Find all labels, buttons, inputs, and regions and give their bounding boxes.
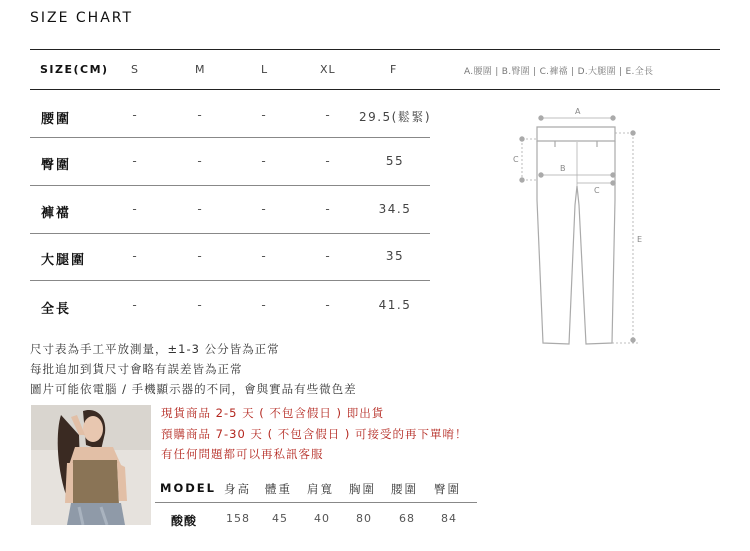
size-header-s: S [131,63,139,76]
size-header-l: L [261,63,269,76]
note-line: 尺寸表為手工平放測量，±1-3 公分皆為正常 [30,342,280,356]
model-photo [31,405,151,525]
table-cell: - [132,154,138,168]
model-value-chest: 80 [356,512,372,525]
model-header-shoulder: 肩寬 [307,482,334,496]
model-header-height: 身高 [224,482,251,496]
shipping-note: 現貨商品 2-5 天 ( 不包含假日 ) 即出貨 [161,406,385,420]
shipping-note: 有任何問題都可以再私訊客服 [161,447,324,461]
table-cell: - [325,154,331,168]
row-label-rise: 褲襠 [41,206,72,221]
table-cell-f: 41.5 [378,298,412,312]
table-cell: - [197,202,203,216]
size-header-f: F [390,63,398,76]
size-header-xl: XL [320,63,336,76]
row-divider [30,233,430,234]
table-cell: - [132,202,138,216]
diagram-label-c-right: C [594,186,600,195]
table-cell: - [261,249,267,263]
row-label-hip: 臀圍 [41,158,72,173]
model-value-height: 158 [226,512,250,525]
page-title: SIZE CHART [30,10,134,26]
table-cell: - [261,108,267,122]
table-top-rule [30,49,720,50]
table-cell-f: 35 [385,249,405,263]
model-value-weight: 45 [272,512,288,525]
table-cell: - [197,298,203,312]
diagram-label-b: B [560,164,566,173]
model-header-weight: 體重 [265,482,292,496]
model-value-shoulder: 40 [314,512,330,525]
model-header-label: MODEL [160,481,216,495]
diagram-label-a: A [575,107,581,116]
table-cell: - [132,249,138,263]
table-cell: - [197,154,203,168]
table-cell: - [261,298,267,312]
table-cell: - [261,154,267,168]
model-header-waist: 腰圍 [391,482,418,496]
note-line: 圖片可能依電腦 / 手機顯示器的不同，會與實品有些微色差 [30,382,357,396]
diagram-label-e: E [637,235,643,244]
table-cell: - [261,202,267,216]
model-value-hip: 84 [441,512,457,525]
pants-measurement-diagram [505,100,655,360]
row-divider [30,280,430,281]
model-name: 酸酸 [171,514,198,528]
row-label-length: 全長 [41,302,72,317]
table-cell: - [132,108,138,122]
model-value-waist: 68 [399,512,415,525]
table-cell: - [325,298,331,312]
row-label-waist: 腰圍 [41,112,72,127]
table-cell-f: 34.5 [378,202,412,216]
table-cell: - [325,249,331,263]
table-cell: - [325,202,331,216]
model-header-hip: 臀圍 [434,482,461,496]
table-cell: - [325,108,331,122]
measurement-legend: A.腰圍 | B.臀圍 | C.褲襠 | D.大腿圍 | E.全長 [464,67,654,77]
table-cell: - [132,298,138,312]
row-divider [30,137,430,138]
table-cell-f: 55 [385,154,405,168]
table-cell-f: 29.5(鬆緊) [358,110,432,124]
model-header-chest: 胸圍 [349,482,376,496]
size-header-label: SIZE(CM) [40,63,109,76]
model-table-rule [155,502,477,503]
table-cell: - [197,108,203,122]
table-header-rule [30,89,720,90]
row-label-thigh: 大腿圍 [41,253,87,268]
size-header-m: M [195,63,206,76]
table-cell: - [197,249,203,263]
row-divider [30,185,430,186]
diagram-label-c-left: C [513,155,519,164]
shipping-note: 預購商品 7-30 天 ( 不包含假日 ) 可接受的再下單唷！ [161,427,468,441]
note-line: 每批追加到貨尺寸會略有誤差皆為正常 [30,362,243,376]
